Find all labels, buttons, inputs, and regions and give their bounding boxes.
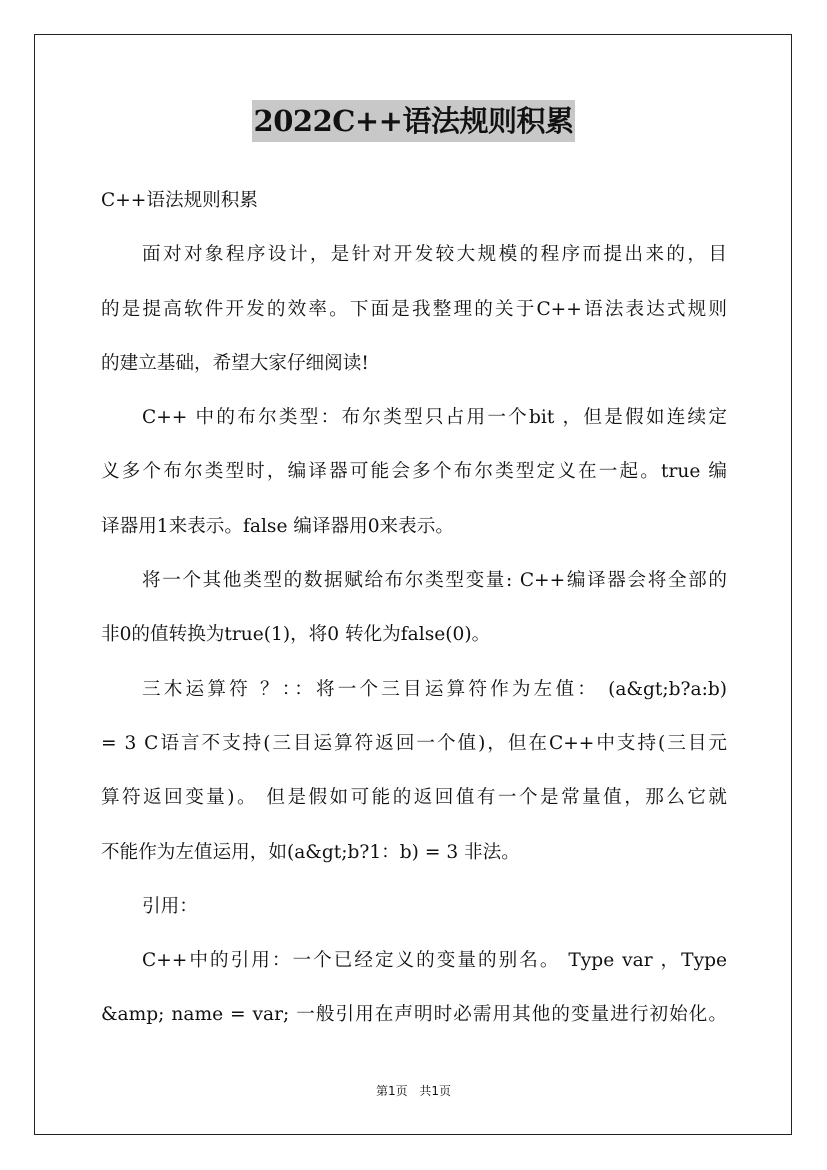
page-total: 共1页 — [419, 1084, 452, 1098]
body-line: 算符返回变量)。 但是假如可能的返回值有一个是常量值，那么它就 — [101, 787, 727, 809]
body-line: C++ 中的布尔类型：布尔类型只占用一个bit ，但是假如连续定 — [142, 407, 727, 429]
page-number: 第1页 — [375, 1084, 408, 1098]
document-body — [101, 174, 727, 1043]
body-line: 非0的值转换为true(1)，将0 转化为false(0)。 — [101, 624, 491, 646]
body-line: = 3 C语言不支持(三目运算符返回一个值)，但在C++中支持(三目元 — [101, 732, 727, 754]
body-line: 面对对象程序设计，是针对开发较大规模的程序而提出来的，目 — [142, 244, 727, 266]
section-heading: 引用： — [142, 895, 198, 917]
body-line: 不能作为左值运用，如(a&gt;b?1：b) = 3 非法。 — [101, 841, 520, 863]
body-line: 三木运算符 ？：：将一个三目运算符作为左值： (a&gt;b?a:b) — [142, 678, 727, 700]
page-footer — [0, 1082, 827, 1100]
document-title: 2022C++语法规则积累 — [252, 100, 576, 142]
body-line: &amp; name = var; 一般引用在声明时必需用其他的变量进行初始化。 — [101, 1004, 727, 1026]
body-line: 的是提高软件开发的效率。下面是我整理的关于C++语法表达式规则 — [101, 298, 727, 320]
title-container — [0, 100, 827, 142]
subtitle-line: C++语法规则积累 — [101, 190, 258, 211]
body-line: 的建立基础，希望大家仔细阅读! — [101, 352, 369, 374]
body-line: 将一个其他类型的数据赋给布尔类型变量: C++编译器会将全部的 — [142, 570, 727, 592]
body-line: C++中的引用：一个已经定义的变量的别名。 Type var ，Type — [142, 950, 727, 972]
body-line: 译器用1来表示。false 编译器用0来表示。 — [101, 515, 454, 537]
body-line: 义多个布尔类型时，编译器可能会多个布尔类型定义在一起。true 编 — [101, 461, 727, 483]
